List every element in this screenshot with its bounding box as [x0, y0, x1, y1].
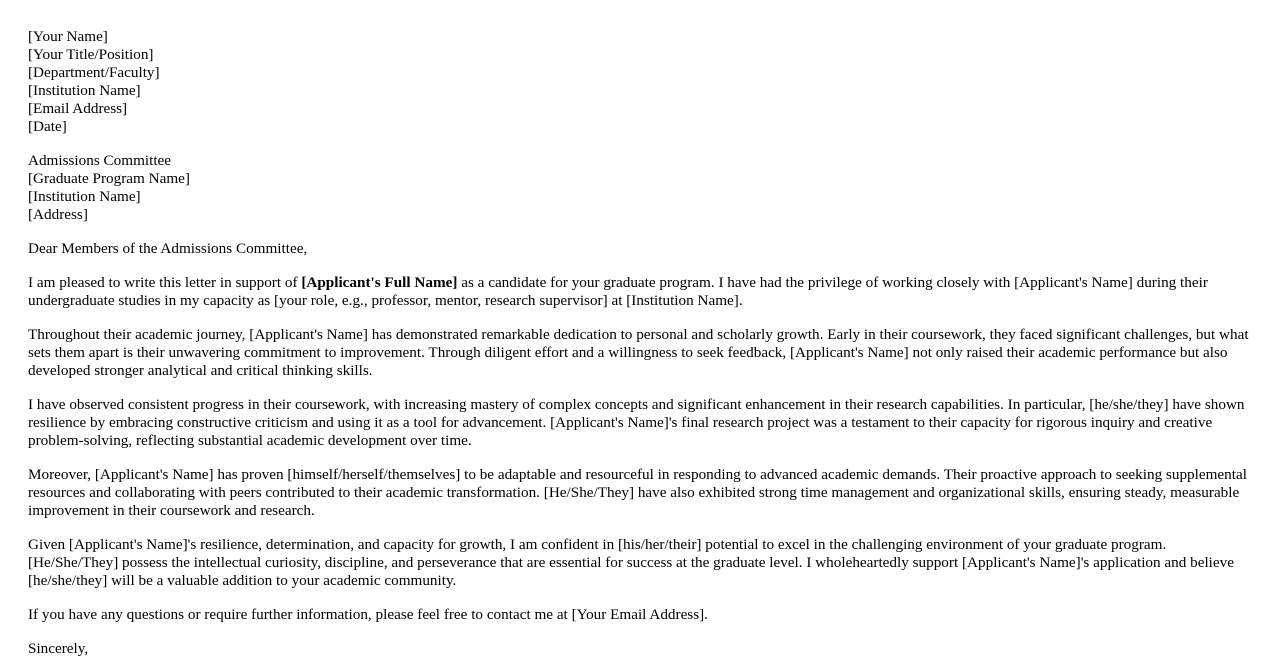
body-paragraph-recommendation: Given [Applicant's Name]'s resilience, determination, and capacity for growth, I am confident in [his/her/their] potential to excel in the challenging environment of your graduate program. [He/She/They] possess the intellectual curiosity, discipline, and perseverance that are essential for success at the graduate level. I wholeheartedly support [Applicant's Name]'s application and believe [he/she/they] will be a valuable addition to your academic community. [28, 536, 1234, 589]
recipient-address: [Address] [28, 206, 88, 223]
sender-block [28, 28, 1250, 136]
contact-paragraph: If you have any questions or require further information, please feel free to contact me at [Your Email Address]. [28, 606, 708, 623]
sender-department: [Department/Faculty] [28, 64, 160, 81]
body-paragraph-progress: I have observed consistent progress in their coursework, with increasing mastery of complex concepts and significant enhancement in their research capabilities. In particular, [he/she/they] have shown resilience by embracing constructive criticism and using it as a tool for advancement. [Applicant's Name]'s final research project was a testament to their capacity for rigorous inquiry and creative problem-solving, reflecting substantial academic development over time. [28, 396, 1245, 449]
intro-paragraph [28, 274, 1250, 310]
intro-text-before: I am pleased to write this letter in support of [28, 274, 302, 291]
recipient-institution: [Institution Name] [28, 188, 141, 205]
sender-institution: [Institution Name] [28, 82, 141, 99]
applicant-full-name: [Applicant's Full Name] [301, 274, 458, 291]
intro-text-after: as a candidate for your graduate program. I have had the privilege of working closely with [Applicant's Name] during their undergraduate studies in my capacity as [your role, e.g., professor, mentor, research supervisor] at [Institution Name]. [28, 274, 1208, 309]
recipient-block [28, 152, 1250, 224]
sender-name: [Your Name] [28, 28, 108, 45]
body-paragraph-adaptability: Moreover, [Applicant's Name] has proven [himself/herself/themselves] to be adaptable and resourceful in responding to advanced academic demands. Their proactive approach to seeking supplemental resources and collaborating with peers contributed to their academic transformation. [He/She/They] have also exhibited strong time management and organizational skills, ensuring steady, measurable improvement in their coursework and research. [28, 466, 1247, 519]
closing: Sincerely, [28, 640, 89, 657]
sender-email: [Email Address] [28, 100, 128, 117]
recipient-committee: Admissions Committee [28, 152, 172, 169]
sender-title: [Your Title/Position] [28, 46, 154, 63]
salutation: Dear Members of the Admissions Committee, [28, 240, 308, 257]
recipient-program: [Graduate Program Name] [28, 170, 190, 187]
body-paragraph-growth: Throughout their academic journey, [Applicant's Name] has demonstrated remarkable dedication to personal and scholarly growth. Early in their coursework, they faced significant challenges, but what sets them apart is their unwavering commitment to improvement. Through diligent effort and a willingness to seek feedback, [Applicant's Name] not only raised their academic performance but also developed stronger analytical and critical thinking skills. [28, 326, 1249, 379]
letter-date: [Date] [28, 118, 67, 135]
